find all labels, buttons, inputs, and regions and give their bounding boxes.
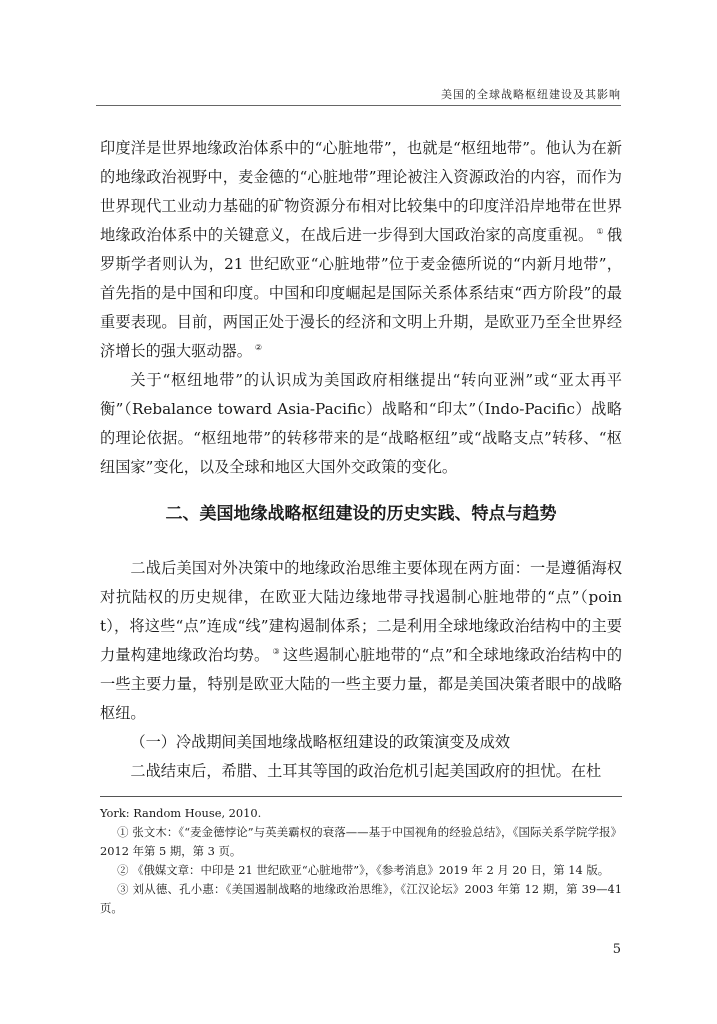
footnote-rule <box>100 796 622 797</box>
running-header: 美国的全球战略枢纽建设及其影响 <box>441 88 621 101</box>
footnote-2: ② 《俄媒文章：中印是 21 世纪欧亚“心脏地带”》，《参考消息》2019 年 2 月 20 日，第 14 版。 <box>117 863 610 877</box>
footnote-ref-1[interactable]: ① <box>596 226 604 236</box>
paragraph-3 <box>100 554 622 728</box>
footnote-continued: York: Random House, 2010. <box>100 806 262 820</box>
paragraph-3-text-b: 这些遏制心脏地带的“点”和全球地缘政治结构中的一些主要力量，特别是欧亚大陆的一些主要力量，都是美国决策者眼中的战略枢纽。 <box>100 646 623 722</box>
section-title: 二、美国地缘战略枢纽建设的历史实践、特点与趋势 <box>165 504 557 524</box>
footnotes <box>100 804 622 918</box>
subsection-title: （一）冷战期间美国地缘战略枢纽建设的政策演变及成效 <box>130 733 511 751</box>
paragraph-1-text-b: 俄罗斯学者则认为，21 世纪欧亚“心脏地带”位于麦金德所说的“内新月地带”，首先指的是中国和印度。中国和印度崛起是国际关系体系结束“西方阶段”的最重要表现。目前，两国正处于漫长的经济和文明上升期，是欧亚乃至全世界经济增长的强大驱动器。 <box>100 226 623 360</box>
footnote-3: ③ 刘从德、孔小惠：《美国遏制战略的地缘政治思维》，《江汉论坛》2003 年第 12 期，第 39—41 页。 <box>100 882 622 915</box>
paragraph-1-text: 印度洋是世界地缘政治体系中的“心脏地带”，也就是“枢纽地带”。他认为在新的地缘政治视野中，麦金德的“心脏地带”理论被注入资源政治的内容，而作为世界现代工业动力基础的矿物资源分布相对比较集中的印度洋沿岸地带在世界地缘政治体系中的关键意义，在战后进一步得到大国政治家的高度重视。 <box>100 139 622 244</box>
page-number: 5 <box>612 942 621 957</box>
footnote-1: ① 张文木：《“麦金德悖论”与英美霸权的衰落——基于中国视角的经验总结》，《国际关系学院学报》2012 年第 5 期，第 3 页。 <box>100 825 622 858</box>
paragraph-4: 二战结束后，希腊、土耳其等国的政治危机引起美国政府的担忧。在杜 <box>130 762 602 780</box>
paragraph-2: 关于“枢纽地带”的认识成为美国政府相继提出“转向亚洲”或“亚太再平衡”（Rebalance toward Asia-Pacific）战略和“印太”（Indo-Pacific）战略的理论依据。“枢纽地带”的转移带来的是“战略枢纽”或“战略支点”转移、“枢纽国家”变化，以及全球和地区大国外交政策的变化。 <box>100 371 622 476</box>
body-text <box>100 134 622 786</box>
paragraph-1 <box>100 134 622 366</box>
footnote-ref-3[interactable]: ③ <box>272 646 280 656</box>
paragraph-3-text: 二战后美国对外决策中的地缘政治思维主要体现在两方面：一是遵循海权对抗陆权的历史规律，在欧亚大陆边缘地带寻找遏制心脏地带的“点”（point），将这些“点”连成“线”建构遏制体系；二是利用全球地缘政治结构中的主要力量构建地缘政治均势。 <box>100 559 622 664</box>
footnote-ref-2[interactable]: ② <box>254 342 263 352</box>
header-rule <box>96 105 621 106</box>
